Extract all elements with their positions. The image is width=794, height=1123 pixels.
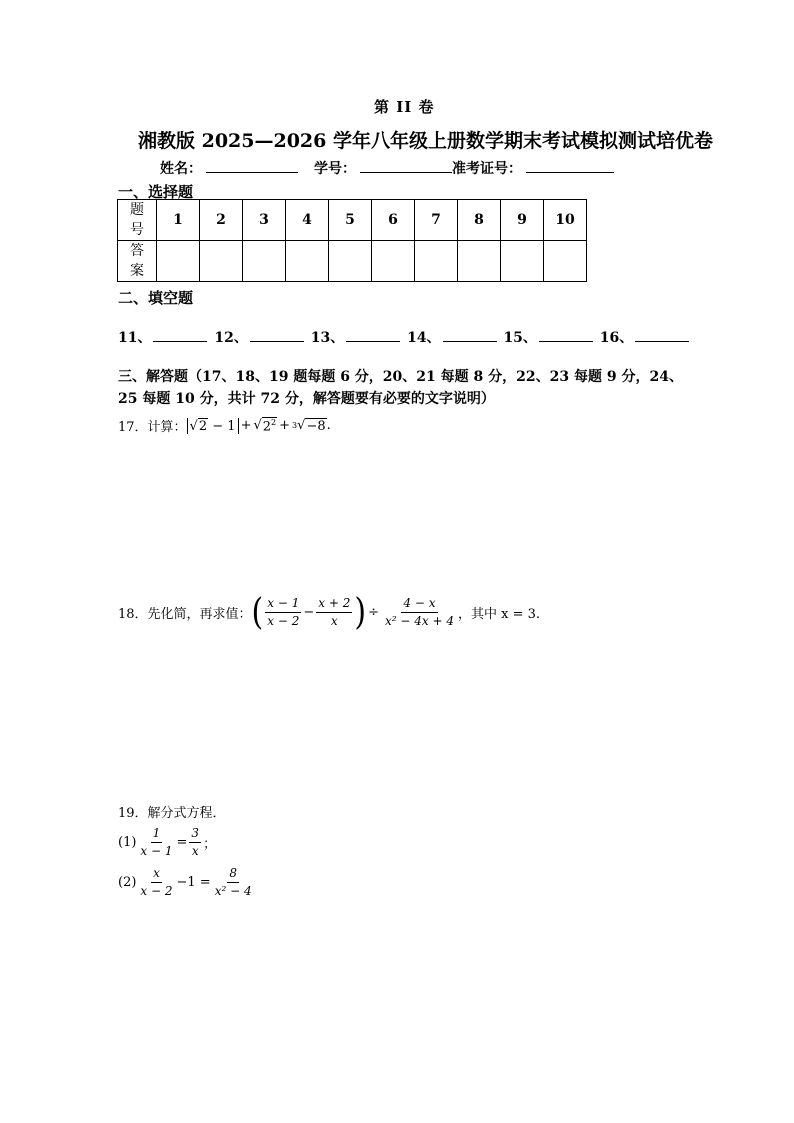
answer-cell[interactable] [372, 241, 415, 282]
question-number: 10 [544, 200, 587, 241]
answer-cell[interactable] [157, 241, 200, 282]
fill-item-label: 15、 [503, 330, 537, 346]
question-19-title: 19．解分式方程． [118, 806, 226, 821]
fill-item-label: 14、 [407, 330, 441, 346]
fill-item-label: 11、 [118, 330, 152, 346]
question-number: 9 [501, 200, 544, 241]
answer-table-number-row [118, 200, 587, 241]
section2-title: 二、填空题 [118, 289, 194, 307]
row-label-answer: 答案 [118, 241, 157, 282]
q19-p1-right-fraction: $\frac{3}{x}$ [191, 826, 200, 858]
answer-table-answer-row [118, 241, 587, 282]
fill-item-label: 13、 [310, 330, 345, 346]
name-label: 姓名： [160, 161, 202, 177]
question-number: 5 [329, 200, 372, 241]
admission-field[interactable] [526, 158, 614, 173]
q18-prefix: 18．先化简，再求值： [118, 607, 252, 622]
answer-cell[interactable] [415, 241, 458, 282]
answer-cell[interactable] [243, 241, 286, 282]
answer-cell[interactable] [200, 241, 243, 282]
exam-title: 湘教版 2025—2026 学年八年级上册数学期末考试模拟测试培优卷 [138, 130, 713, 152]
answer-cell[interactable] [329, 241, 372, 282]
question-number: 2 [200, 200, 243, 241]
fill-blank-line [118, 327, 691, 347]
fill-blank[interactable] [635, 327, 689, 342]
answer-cell[interactable] [544, 241, 587, 282]
section1-title: 一、选择题 [118, 183, 194, 201]
question-19-part-2: (2) $\frac{x}{x - 2}$ −1 = $\frac{8}{\text{x² − 4}}$ [118, 866, 252, 898]
q19-p1-left-fraction: $\frac{1}{x - 1}$ [140, 826, 173, 858]
name-field[interactable] [206, 158, 298, 173]
q19-p2-left-fraction: $\frac{x}{x - 2}$ [140, 866, 173, 898]
fill-item-label: 16、 [599, 330, 634, 346]
q18-fraction-3: $\frac{4 - x}{\text{x² − 4x + 4}}$ [384, 596, 454, 628]
admission-label: 准考证号： [452, 161, 522, 177]
answer-cell[interactable] [501, 241, 544, 282]
answer-table [117, 199, 587, 282]
student-no-field[interactable] [360, 158, 452, 173]
q18-suffix: ，其中 x = 3. [457, 607, 540, 622]
question-number: 6 [372, 200, 415, 241]
question-number: 4 [286, 200, 329, 241]
q19-p2-right-fraction: $\frac{8}{\text{x² − 4}}$ [214, 866, 252, 898]
question-number: 1 [157, 200, 200, 241]
question-number: 3 [243, 200, 286, 241]
q17-abs-value: √2 − 1 [187, 418, 239, 434]
fill-blank[interactable] [443, 327, 497, 342]
student-no-label: 学号： [314, 161, 356, 177]
answer-cell[interactable] [458, 241, 501, 282]
q17-prefix: 17．计算： [118, 420, 187, 435]
question-17: 17．计算： √2 − 1 + √ $2^2$ + 3 √ −8 . [118, 417, 331, 435]
fill-blank[interactable] [539, 327, 593, 342]
fill-blank[interactable] [250, 327, 304, 342]
student-info-line [160, 158, 622, 178]
question-18: 18．先化简，再求值： ( $\frac{x - 1}{x - 2}$ − $\frac{x + 2}{x}$ ) ÷ $\frac{4 - x}{\text{x² − 4x + 4}}$ ，其中 x = 3. [118, 590, 540, 633]
answer-cell[interactable] [286, 241, 329, 282]
fill-blank[interactable] [346, 327, 400, 342]
q17-cbrt: −8 [306, 418, 326, 434]
section3-title: 三、解答题（17、18、19 题每题 6 分，20、21 每题 8 分，22、23 每题 9 分，24、25 每题 10 分，共计 72 分，解答题要有必要的文字说明） [118, 369, 683, 407]
section-label: 第 II 卷 [374, 98, 435, 116]
question-19-part-1: (1) $\frac{1}{x - 1}$ = $\frac{3}{x}$ ； [118, 826, 217, 858]
q18-fraction-1: $\frac{x - 1}{x - 2}$ [267, 596, 300, 628]
q17-sqrt: $2^2$ [262, 417, 277, 435]
fill-item-label: 12、 [214, 330, 248, 346]
question-number: 7 [415, 200, 458, 241]
q18-fraction-2: $\frac{x + 2}{x}$ [318, 596, 351, 628]
question-number: 8 [458, 200, 501, 241]
fill-blank[interactable] [153, 327, 207, 342]
row-label-number: 题号 [118, 200, 157, 241]
